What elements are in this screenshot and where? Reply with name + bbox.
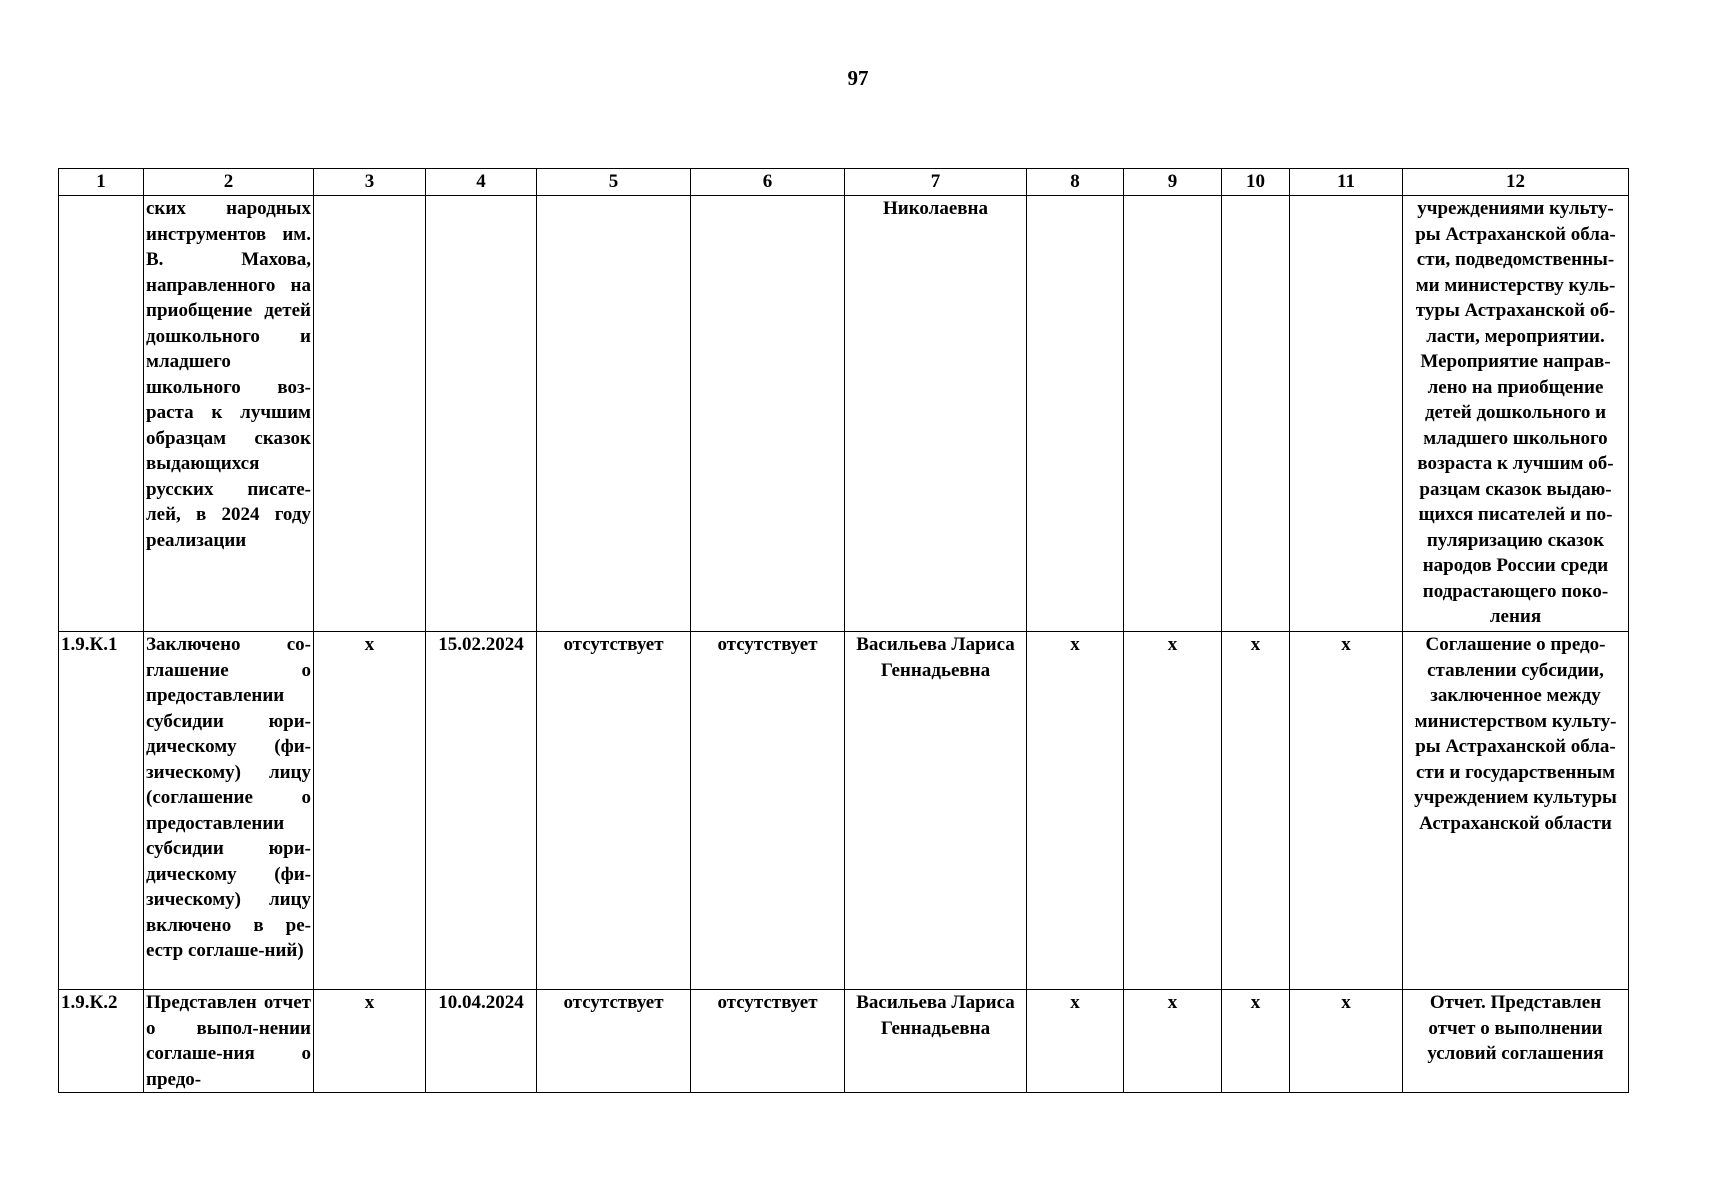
- cell-col3: x: [314, 632, 426, 990]
- column-header-3: 3: [314, 169, 426, 196]
- cell-col5: отсутствует: [537, 990, 691, 1093]
- cell-col9: x: [1124, 990, 1222, 1093]
- column-header-5: 5: [537, 169, 691, 196]
- cell-col9: x: [1124, 632, 1222, 990]
- page-number: 97: [847, 66, 869, 90]
- cell-col6: отсутствует: [691, 990, 845, 1093]
- table-row: [59, 196, 1629, 632]
- cell-number: [59, 196, 144, 632]
- column-header-4: 4: [426, 169, 537, 196]
- table-row: [59, 990, 1629, 1093]
- cell-date: 15.02.2024: [426, 632, 537, 990]
- cell-date: [426, 196, 537, 632]
- cell-col5: отсутствует: [537, 632, 691, 990]
- cell-col10: x: [1222, 990, 1290, 1093]
- cell-col9: [1124, 196, 1222, 632]
- cell-description: ских народных инструментов им. В. Махова, направленного на приобщение детей дошкольного и младшего школьного воз-раста к лучшим образцам сказок выдающихся русских писате-лей, в 2024 году реализации: [144, 196, 314, 632]
- table-row: [59, 632, 1629, 990]
- column-header-7: 7: [845, 169, 1027, 196]
- cell-col5: [537, 196, 691, 632]
- cell-date: 10.04.2024: [426, 990, 537, 1093]
- cell-col11: x: [1290, 990, 1403, 1093]
- column-header-12: 12: [1403, 169, 1629, 196]
- cell-description: Представлен отчет о выпол-нении соглаше-ния о предо-: [144, 990, 314, 1093]
- cell-responsible: Васильева Лариса Геннадьевна: [845, 990, 1027, 1093]
- cell-col3: x: [314, 990, 426, 1093]
- cell-col11: [1290, 196, 1403, 632]
- cell-responsible: Васильева Лариса Геннадьевна: [845, 632, 1027, 990]
- cell-description: Заключено со-глашение о предоставлении субсидии юри-дическому (фи-зическому) лицу (соглашение о предоставлении субсидии юри-дическому (фи-зическому) лицу включено в ре-естр соглаше-ний): [144, 632, 314, 990]
- cell-col10: [1222, 196, 1290, 632]
- cell-col8: x: [1027, 990, 1124, 1093]
- cell-responsible: Николаевна: [845, 196, 1027, 632]
- column-header-1: 1: [59, 169, 144, 196]
- column-header-6: 6: [691, 169, 845, 196]
- cell-result: учреждениями культу-ры Астраханской обла-сти, подведомственны-ми министерству куль-туры Астраханской об-ласти, мероприятии. Мероприятие направ-лено на приобщение детей дошкольного и младшего школьного возраста к лучшим об-разцам сказок выдаю-щихся писателей и по-пуляризацию сказок народов России среди подрастающего поко-ления: [1403, 196, 1629, 632]
- column-header-9: 9: [1124, 169, 1222, 196]
- cell-col11: x: [1290, 632, 1403, 990]
- cell-col8: [1027, 196, 1124, 632]
- cell-col8: x: [1027, 632, 1124, 990]
- cell-result: Соглашение о предо-ставлении субсидии, заключенное между министерством культу-ры Астраханской обла-сти и государственным учреждением культуры Астраханской области: [1403, 632, 1629, 990]
- cell-number: 1.9.К.1: [59, 632, 144, 990]
- header-row: [59, 169, 1629, 196]
- cell-number: 1.9.К.2: [59, 990, 144, 1093]
- cell-col6: [691, 196, 845, 632]
- column-header-8: 8: [1027, 169, 1124, 196]
- cell-col6: отсутствует: [691, 632, 845, 990]
- cell-col10: x: [1222, 632, 1290, 990]
- column-header-10: 10: [1222, 169, 1290, 196]
- column-header-11: 11: [1290, 169, 1403, 196]
- column-header-2: 2: [144, 169, 314, 196]
- cell-col3: [314, 196, 426, 632]
- cell-result: Отчет. Представлен отчет о выполнении условий соглашения: [1403, 990, 1629, 1093]
- document-table: [58, 168, 1629, 1093]
